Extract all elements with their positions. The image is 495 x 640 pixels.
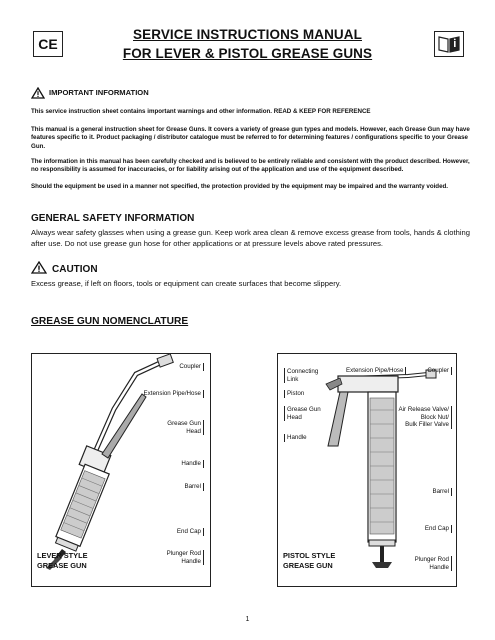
pistol-label-extension: Extension Pipe/Hose	[346, 367, 406, 375]
warning-icon	[31, 86, 45, 104]
pistol-label-valve-line2: Block Nut/	[420, 413, 449, 421]
safety-heading: GENERAL SAFETY INFORMATION	[31, 213, 195, 224]
important-heading: IMPORTANT INFORMATION	[49, 88, 149, 97]
ce-mark-text: CE	[38, 36, 58, 52]
caution-heading: CAUTION	[52, 264, 98, 275]
lever-gun-diagram	[31, 353, 211, 587]
pistol-label-coupler: Coupler	[427, 367, 452, 375]
pistol-label-valve-line3: Bulk Filler Valve	[405, 421, 449, 429]
lever-label-plunger-line1: Plunger Rod	[166, 550, 201, 557]
page-number: 1	[245, 616, 250, 623]
caution-warning-icon	[31, 261, 47, 279]
lever-style-title	[37, 551, 88, 571]
lever-label-barrel: Barrel	[184, 483, 204, 491]
lever-label-extension: Extension Pipe/Hose	[144, 390, 204, 398]
page-title-line2: FOR LEVER & PISTOL GREASE GUNS	[122, 46, 373, 61]
important-paragraph-4: Should the equipment be used in a manner not specified, the protection provided by the equipment may be impaired and the warranty voided.	[31, 183, 449, 190]
pistol-label-piston: Piston	[284, 390, 304, 398]
lever-label-endcap: End Cap	[177, 528, 204, 536]
lever-label-head	[167, 420, 204, 435]
pistol-label-head-line1: Grease Gun	[287, 406, 321, 413]
pistol-label-handle: Handle	[284, 434, 307, 442]
pistol-label-connecting-line2: Link	[287, 375, 299, 383]
important-paragraph-3: The information in this manual has been carefully checked and is believed to be entirely reliable and consistent with the product described. However, no responsibility is assumed for inaccuracies, or for liability arising out of the application and use of the equipment described.	[31, 158, 470, 174]
lever-style-title-line2: GREASE GUN	[37, 561, 87, 570]
pistol-label-head-line2: Head	[287, 413, 302, 421]
pistol-label-plunger	[415, 556, 452, 571]
lever-label-coupler: Coupler	[179, 363, 204, 371]
pistol-label-connecting-link	[284, 368, 318, 383]
page-title-line1: SERVICE INSTRUCTIONS MANUAL	[133, 27, 362, 42]
pistol-label-plunger-line1: Plunger Rod	[414, 556, 449, 563]
pistol-style-title-line1: PISTOL STYLE	[283, 551, 336, 560]
pistol-label-valve	[399, 406, 452, 429]
pistol-label-valve-line1: Air Release Valve/	[398, 406, 449, 413]
pistol-style-title-line2: GREASE GUN	[283, 561, 333, 570]
pistol-label-plunger-line2: Handle	[429, 563, 449, 571]
lever-style-title-line1: LEVER STYLE	[37, 551, 88, 560]
lever-label-head-line2: Head	[186, 427, 201, 435]
pistol-style-title	[283, 551, 335, 571]
pistol-gun-diagram	[277, 353, 457, 587]
important-paragraph-2: This manual is a general instruction sheet for Grease Guns. It covers a variety of grease gun types and models. However, each Grease Gun may have features specific to it. Product packaging / distributor catalogue must be referred to for determining features / configurations specific to your Grease Gun.	[31, 126, 470, 150]
nomenclature-heading: GREASE GUN NOMENCLATURE	[31, 316, 189, 327]
lever-label-plunger	[167, 550, 204, 565]
lever-label-plunger-line2: Handle	[181, 557, 201, 565]
important-paragraph-1: This service instruction sheet contains important warnings and other information. READ & KEEP FOR REFERENCE	[31, 108, 371, 115]
safety-text: Always wear safety glasses when using a grease gun. Keep work area clean & remove excess grease from tools, hands & clothing after use. Do not use grease gun hose for other applications or at pressure levels above rated pressures.	[31, 228, 470, 248]
lever-label-head-line1: Grease Gun	[167, 420, 201, 427]
pistol-label-connecting-line1: Connecting	[287, 368, 319, 375]
lever-label-handle: Handle	[181, 460, 204, 468]
pistol-label-barrel: Barrel	[432, 488, 452, 496]
pistol-label-head	[284, 406, 321, 421]
pistol-label-endcap: End Cap	[425, 525, 452, 533]
caution-text: Excess grease, if left on floors, tools or equipment can create surfaces that become slippery.	[31, 279, 342, 288]
